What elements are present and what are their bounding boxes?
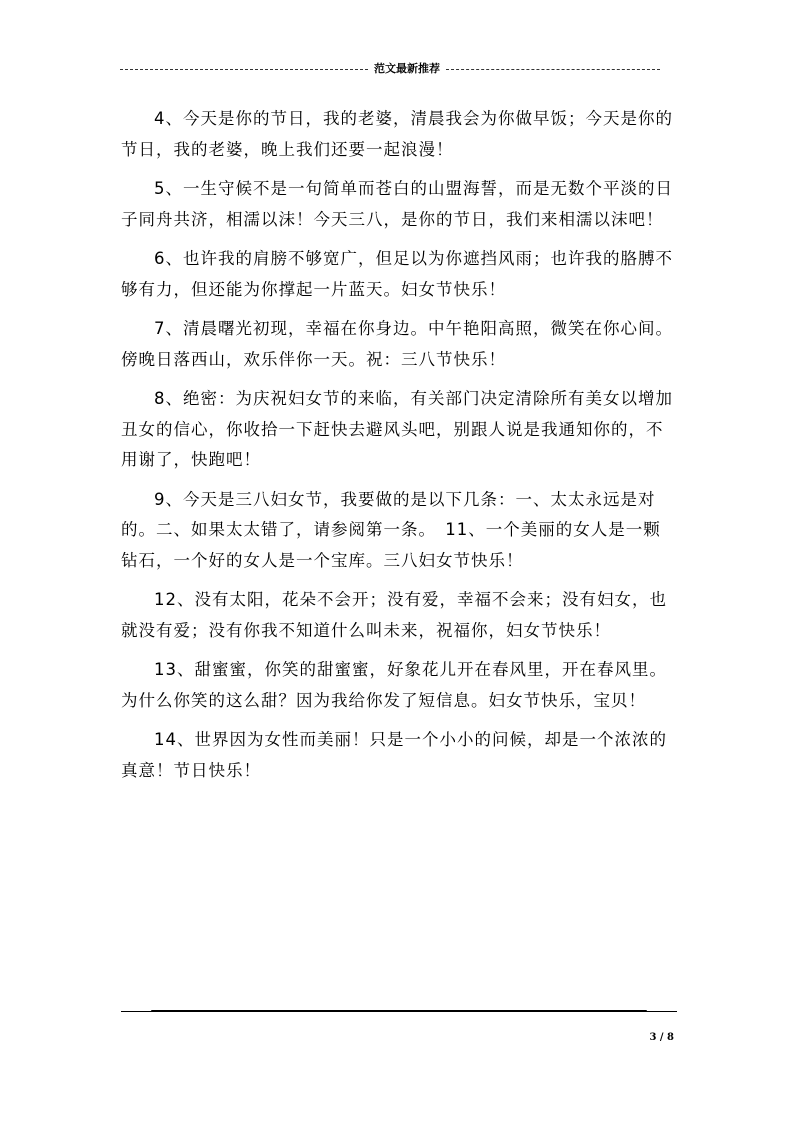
- paragraph: 13、甜蜜蜜，你笑的甜蜜蜜，好象花儿开在春风里，开在春风里。为什么你笑的这么甜？因为我给你发了短信息。妇女节快乐，宝贝！: [121, 660, 667, 710]
- page-header: [120, 60, 660, 80]
- footer-divider-thick: [151, 1010, 647, 1012]
- paragraph: 8、绝密：为庆祝妇女节的来临，有关部门决定清除所有美女以增加丑女的信心，你收拾一下赶快去避风头吧，别跟人说是我通知你的，不用谢了，快跑吧！: [121, 389, 673, 469]
- paragraph: 4、今天是你的节日，我的老婆，清晨我会为你做早饭；今天是你的节日，我的老婆，晚上我们还要一起浪漫！: [121, 109, 673, 159]
- document-body: [121, 104, 677, 795]
- paragraph: 12、没有太阳，花朵不会开；没有爱，幸福不会来；没有妇女，也就没有爱；没有你我不知道什么叫未来，祝福你，妇女节快乐！: [121, 590, 667, 640]
- paragraph: 14、世界因为女性而美丽！只是一个小小的问候，却是一个浓浓的真意！节日快乐！: [121, 730, 667, 780]
- footer-divider: [121, 1009, 677, 1013]
- paragraph: 5、一生守候不是一句简单而苍白的山盟海誓，而是无数个平淡的日子同舟共济，相濡以沫！今天三八，是你的节日，我们来相濡以沫吧！: [121, 179, 673, 229]
- header-dashed-line-left: [120, 69, 368, 70]
- paragraph: 9、今天是三八妇女节，我要做的是以下几条：一、太太永远是对的。二、如果太太错了，请参阅第一条。 11、一个美丽的女人是一颗钻石，一个好的女人是一个宝库。三八妇女节快乐！: [121, 489, 661, 570]
- paragraph: 6、也许我的肩膀不够宽广，但足以为你遮挡风雨；也许我的胳膊不够有力，但还能为你撑起一片蓝天。妇女节快乐！: [121, 249, 673, 299]
- header-title: 范文最新推荐: [374, 62, 440, 75]
- paragraph: 7、清晨曙光初现，幸福在你身边。中午艳阳高照，微笑在你心间。傍晚日落西山，欢乐伴你一天。祝：三八节快乐！: [121, 319, 673, 369]
- page-number: 3 / 8: [649, 1032, 674, 1043]
- header-dashed-line-right: [446, 69, 660, 70]
